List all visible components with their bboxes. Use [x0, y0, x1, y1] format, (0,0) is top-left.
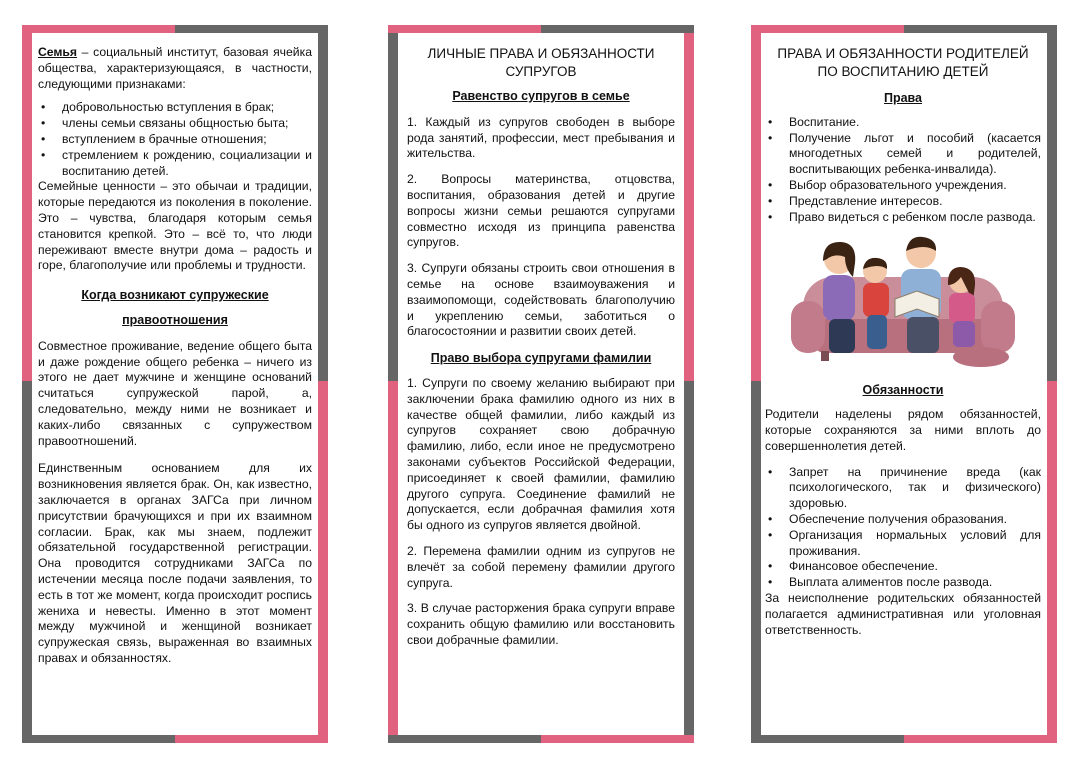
paragraph: 2. Перемена фамилии одним из супругов не влечёт за собой перемену фамилии другого супруга.: [407, 543, 675, 590]
frame-bar-top-left: [751, 25, 904, 33]
frame-bar-left-bottom: [388, 381, 398, 743]
list-item: • Выплата алиментов после развода.: [765, 575, 1041, 591]
list-item: • Получение льгот и пособий (касается многодетных семей и родителей, воспитывающих ребенка-инвалида).: [765, 131, 1041, 178]
frame-bar-right-bottom: [318, 381, 328, 743]
paragraph: 1. Каждый из супругов свободен в выборе рода занятий, профессии, мест пребывания и жительства.: [407, 114, 675, 161]
panel-title-line1: ЛИЧНЫЕ ПРАВА И ОБЯЗАННОСТИ: [427, 46, 655, 61]
list-item: • вступлением в брачные отношения;: [38, 132, 312, 148]
frame-bar-bottom-left: [22, 735, 175, 743]
frame-bar-left-top: [22, 25, 32, 381]
panel-title-line2: ПО ВОСПИТАНИЮ ДЕТЕЙ: [817, 64, 989, 79]
boy-body: [863, 283, 889, 317]
section-heading-line1: Когда возникают супружеские: [81, 288, 269, 303]
family-term: Семья: [38, 45, 78, 59]
list-item: • добровольностью вступления в брак;: [38, 100, 312, 116]
list-item: • стремлением к рождению, социализации и воспитанию детей.: [38, 148, 312, 180]
father-legs: [907, 317, 939, 353]
family-values-paragraph: Семейные ценности – это обычаи и традиции, которые передаются из поколения в поколение. Это – чувства, благодаря которым семья становится крепкой. Это – всё то, что люди переживают вместе внутри дома – радость и горе, благополучие или проблемы и трудности.: [38, 179, 312, 273]
list-item: • Финансовое обеспечение.: [765, 559, 1041, 575]
family-illustration: [783, 229, 1023, 379]
panel-content: [398, 33, 684, 735]
frame-bar-left-bottom: [22, 381, 32, 743]
frame-bar-right-top: [684, 25, 694, 381]
section-heading-line2: правоотношения: [122, 312, 228, 327]
frame-bar-top-right: [541, 25, 694, 33]
frame-bar-right-top: [318, 25, 328, 381]
list-item: • Воспитание.: [765, 115, 1041, 131]
list-item: • Выбор образовательного учреждения.: [765, 178, 1041, 194]
paragraph: Совместное проживание, ведение общего быта и даже рождение общего ребенка – ничего из этого не дает мужчине и женщине оснований считаться супружеской парой, а, следовательно, между ними не возникает и каких-либо связанных с супружеством правоотношений.: [38, 338, 312, 448]
duties-intro: Родители наделены рядом обязанностей, которые сохраняются за ними вплоть до совершеннолетия детей.: [765, 407, 1041, 453]
frame-bar-right-bottom: [684, 381, 694, 743]
frame-bar-left-bottom: [751, 381, 761, 743]
frame-bar-bottom-right: [904, 735, 1057, 743]
list-item: • Право видеться с ребенком после развода.: [765, 210, 1041, 226]
frame-bar-top-left: [388, 25, 541, 33]
frame-bar-right-bottom: [1047, 381, 1057, 743]
mother-body: [823, 275, 855, 321]
frame-bar-bottom-right: [175, 735, 328, 743]
girl-legs: [953, 321, 975, 347]
frame-bar-bottom-left: [388, 735, 541, 743]
frame-bar-bottom-left: [751, 735, 904, 743]
brochure-panel-1: [22, 25, 328, 743]
panel-content: [761, 33, 1047, 735]
mother-legs: [829, 319, 855, 353]
girl-body: [949, 293, 975, 323]
brochure-panel-2: [388, 25, 694, 743]
sofa-arm-right: [981, 301, 1015, 353]
frame-bar-top-right: [175, 25, 328, 33]
sofa-arm-left: [791, 301, 825, 353]
family-definition: Семья – социальный институт, базовая ячейка общества, характеризующаяся, в частности, следующими признаками:: [38, 45, 312, 91]
section-heading: Равенство супругов в семье: [452, 89, 630, 103]
paragraph: 1. Супруги по своему желанию выбирают при заключении брака фамилию одного из них в качестве общей фамилии, либо каждый из супругов сохраняет свою добрачную фамилию, либо, если иное не предусмотрено законами субъектов Российской Федерации, присоединяет к своей фамилии, фамилию другого супруга. Соединение фамилий не допускается, если добрачная фамилия хотя бы одного из супругов является двойной.: [407, 375, 675, 533]
list-item: • Запрет на причинение вреда (как психологического, так и физического) здоровью.: [765, 465, 1041, 512]
rights-heading: Права: [883, 91, 923, 105]
section-heading: Право выбора супругами фамилии: [430, 351, 652, 366]
frame-bar-top-right: [904, 25, 1057, 33]
panel-content: [32, 33, 318, 735]
list-item: • члены семьи связаны общностью быта;: [38, 116, 312, 132]
frame-bar-top-left: [22, 25, 175, 33]
frame-bar-left-top: [751, 25, 761, 381]
boy-legs: [867, 315, 887, 349]
list-item: • Представление интересов.: [765, 194, 1041, 210]
brochure-panel-3: [751, 25, 1057, 743]
sofa-leg-left: [821, 351, 829, 361]
list-item: • Обеспечение получения образования.: [765, 512, 1041, 528]
frame-bar-left-top: [388, 25, 398, 381]
paragraph: Единственным основанием для их возникновения является брак. Он, как известно, заключается в органах ЗАГСа при личном присутствии брачующихся и при их взаимном согласии. Брак, как мы знаем, подлежит обязательной государственной регистрации. Она проводится сотрудниками ЗАГСа по истечении месяца после подачи заявления, то есть в тот же момент, когда происходит роспись жениха и невесты. Именно в этот момент между мужчиной и женщиной возникает супружеская связь, выраженная во взаимных правах и обязанностях.: [38, 461, 312, 665]
frame-bar-bottom-right: [541, 735, 694, 743]
panel-title-line2: СУПРУГОВ: [505, 64, 577, 79]
duties-list: [765, 465, 1041, 591]
paragraph: 2. Вопросы материнства, отцовства, воспитания, образования детей и другие вопросы жизни семьи решаются супругами совместно исходя из принципа равенства супругов.: [407, 172, 675, 250]
panel-title-line1: ПРАВА И ОБЯЗАННОСТИ РОДИТЕЛЕЙ: [777, 46, 1029, 61]
rights-list: [765, 115, 1041, 226]
ottoman: [953, 347, 1009, 367]
list-item: • Организация нормальных условий для проживания.: [765, 528, 1041, 560]
closing-paragraph: За неисполнение родительских обязанностей полагается административная или уголовная ответственность.: [765, 590, 1041, 637]
family-signs-list: [38, 100, 312, 179]
paragraph: 3. В случае расторжения брака супруги вправе сохранить общую фамилию или восстановить свои добрачные фамилии.: [407, 601, 675, 647]
paragraph: 3. Супруги обязаны строить свои отношения в семье на основе взаимоуважения и взаимопомощи, содействовать благополучию и укреплению семьи, заботиться о благосостоянии и развитии своих детей.: [407, 261, 675, 339]
duties-heading: Обязанности: [862, 383, 944, 398]
frame-bar-right-top: [1047, 25, 1057, 381]
